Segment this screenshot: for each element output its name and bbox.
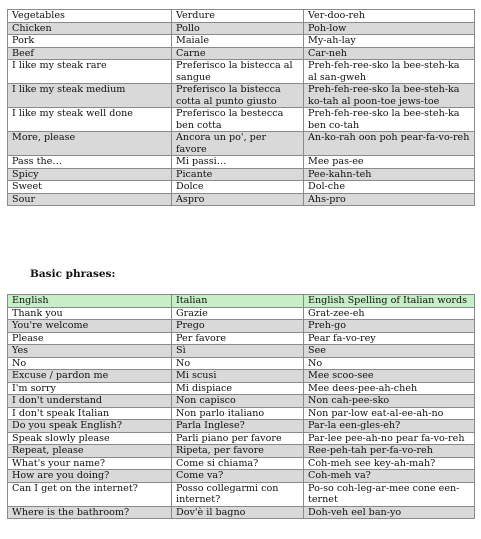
table-row: [8, 457, 475, 470]
italian-cell: Verdure: [172, 10, 304, 23]
english-cell: Pass the…: [8, 156, 172, 169]
table-row: [8, 35, 475, 48]
spelling-cell: Ver-doo-reh: [304, 10, 475, 23]
italian-cell: Dov'è il bagno: [172, 506, 304, 519]
spelling-cell: Non par-low eat-al-ee-ah-no: [304, 407, 475, 420]
table-row: [8, 84, 475, 108]
table-row: [8, 345, 475, 358]
table-row: [8, 395, 475, 408]
table-row: [8, 132, 475, 156]
spelling-cell: Pear fa-vo-rey: [304, 332, 475, 345]
spelling-cell: Ahs-pro: [304, 193, 475, 206]
spelling-cell: Preh-feh-ree-sko la bee-steh-ka al san-gweh: [304, 60, 475, 84]
english-cell: No: [8, 357, 172, 370]
table-row: [8, 420, 475, 433]
table-row: [8, 332, 475, 345]
spelling-cell: Par-la een-gles-eh?: [304, 420, 475, 433]
italian-cell: Sì: [172, 345, 304, 358]
spelling-cell: Preh-feh-ree-sko la bee-steh-ka ko-tah al poon-toe jews-toe: [304, 84, 475, 108]
english-cell: Vegetables: [8, 10, 172, 23]
spelling-cell: Poh-low: [304, 22, 475, 35]
spelling-cell: Dol-che: [304, 181, 475, 194]
italian-cell: Mi dispiace: [172, 382, 304, 395]
italian-cell: Ripeta, per favore: [172, 445, 304, 458]
english-cell: How are you doing?: [8, 470, 172, 483]
table-row: [8, 168, 475, 181]
italian-cell: Prego: [172, 320, 304, 333]
spelling-cell: Mee pas-ee: [304, 156, 475, 169]
table-row: [8, 482, 475, 506]
italian-cell: No: [172, 357, 304, 370]
table-row: [8, 320, 475, 333]
header-cell-english: English: [8, 295, 172, 308]
spelling-cell: Coh-meh va?: [304, 470, 475, 483]
spelling-cell: Non cah-pee-sko: [304, 395, 475, 408]
italian-cell: Mi scusi: [172, 370, 304, 383]
english-cell: Yes: [8, 345, 172, 358]
table-row: [8, 445, 475, 458]
english-cell: What's your name?: [8, 457, 172, 470]
spelling-cell: Preh-go: [304, 320, 475, 333]
spelling-cell: Po-so coh-leg-ar-mee cone een-ternet: [304, 482, 475, 506]
spelling-cell: Coh-meh see key-ah-mah?: [304, 457, 475, 470]
italian-cell: Preferisco la bestecca ben cotta: [172, 108, 304, 132]
spelling-cell: Par-lee pee-ah-no pear fa-vo-reh: [304, 432, 475, 445]
basic-phrases-heading: Basic phrases:: [30, 268, 116, 280]
english-cell: Excuse / pardon me: [8, 370, 172, 383]
table-row: [8, 506, 475, 519]
spelling-cell: See: [304, 345, 475, 358]
italian-cell: Maiale: [172, 35, 304, 48]
spelling-cell: Doh-veh eel ban-yo: [304, 506, 475, 519]
basic-phrases-table: [7, 294, 475, 519]
header-cell-italian: Italian: [172, 295, 304, 308]
table-row: [8, 22, 475, 35]
table-header-row: [8, 295, 475, 308]
italian-cell: Carne: [172, 47, 304, 60]
table-row: [8, 47, 475, 60]
italian-cell: Pollo: [172, 22, 304, 35]
italian-cell: Grazie: [172, 307, 304, 320]
table-row: [8, 370, 475, 383]
italian-cell: Picante: [172, 168, 304, 181]
english-cell: Chicken: [8, 22, 172, 35]
english-cell: I like my steak well done: [8, 108, 172, 132]
english-cell: I don't speak Italian: [8, 407, 172, 420]
table-row: [8, 10, 475, 23]
english-cell: I'm sorry: [8, 382, 172, 395]
table-row: [8, 357, 475, 370]
vocabulary-table: [7, 9, 475, 206]
english-cell: Sweet: [8, 181, 172, 194]
italian-cell: Parli piano per favore: [172, 432, 304, 445]
english-cell: I like my steak medium: [8, 84, 172, 108]
english-cell: Spicy: [8, 168, 172, 181]
spelling-cell: Ree-peh-tah per-fa-vo-reh: [304, 445, 475, 458]
italian-cell: Mi passi…: [172, 156, 304, 169]
table-row: [8, 193, 475, 206]
spelling-cell: Grat-zee-eh: [304, 307, 475, 320]
english-cell: I like my steak rare: [8, 60, 172, 84]
table-row: [8, 307, 475, 320]
table-row: [8, 432, 475, 445]
english-cell: You're welcome: [8, 320, 172, 333]
italian-cell: Parla Inglese?: [172, 420, 304, 433]
italian-cell: Dolce: [172, 181, 304, 194]
italian-cell: Posso collegarmi con internet?: [172, 482, 304, 506]
spelling-cell: Mee scoo-see: [304, 370, 475, 383]
italian-cell: Come si chiama?: [172, 457, 304, 470]
italian-cell: Come va?: [172, 470, 304, 483]
table-row: [8, 156, 475, 169]
english-cell: Thank you: [8, 307, 172, 320]
english-cell: Repeat, please: [8, 445, 172, 458]
spelling-cell: Mee dees-pee-ah-cheh: [304, 382, 475, 395]
italian-cell: Non capisco: [172, 395, 304, 408]
italian-cell: Ancora un po', per favore: [172, 132, 304, 156]
english-cell: Pork: [8, 35, 172, 48]
spelling-cell: Pee-kahn-teh: [304, 168, 475, 181]
english-cell: Sour: [8, 193, 172, 206]
spelling-cell: Preh-feh-ree-sko la bee-steh-ka ben co-tah: [304, 108, 475, 132]
english-cell: I don't understand: [8, 395, 172, 408]
english-cell: Where is the bathroom?: [8, 506, 172, 519]
header-cell-spelling: English Spelling of Italian words: [304, 295, 475, 308]
table-row: [8, 181, 475, 194]
table-row: [8, 382, 475, 395]
english-cell: Can I get on the internet?: [8, 482, 172, 506]
english-cell: More, please: [8, 132, 172, 156]
spelling-cell: An-ko-rah oon poh pear-fa-vo-reh: [304, 132, 475, 156]
italian-cell: Preferisco la bistecca cotta al punto giusto: [172, 84, 304, 108]
spelling-cell: Car-neh: [304, 47, 475, 60]
english-cell: Do you speak English?: [8, 420, 172, 433]
english-cell: Speak slowly please: [8, 432, 172, 445]
table-row: [8, 407, 475, 420]
spelling-cell: My-ah-lay: [304, 35, 475, 48]
italian-cell: Preferisco la bistecca al sangue: [172, 60, 304, 84]
italian-cell: Aspro: [172, 193, 304, 206]
english-cell: Please: [8, 332, 172, 345]
table-row: [8, 470, 475, 483]
table-row: [8, 60, 475, 84]
italian-cell: Non parlo italiano: [172, 407, 304, 420]
italian-cell: Per favore: [172, 332, 304, 345]
table-row: [8, 108, 475, 132]
spelling-cell: No: [304, 357, 475, 370]
english-cell: Beef: [8, 47, 172, 60]
